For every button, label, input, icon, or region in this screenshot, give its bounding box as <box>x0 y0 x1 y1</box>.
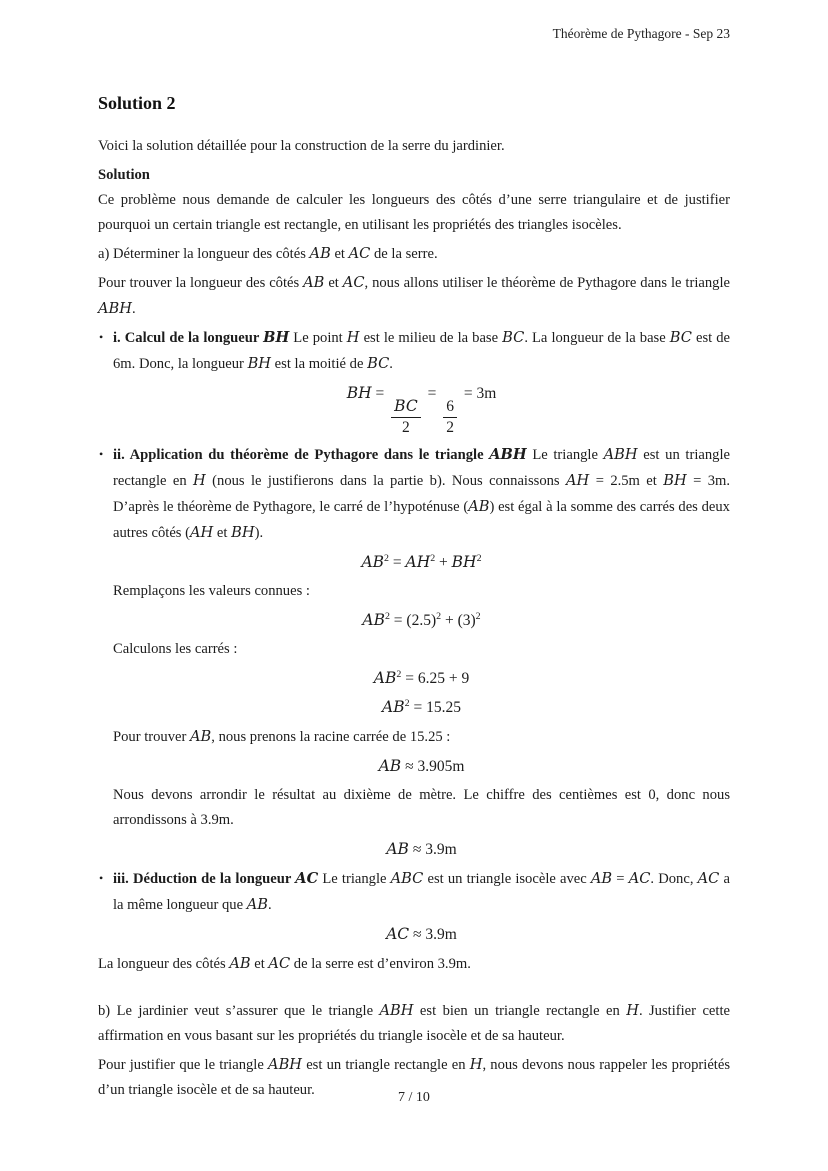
page-number: 7 / 10 <box>398 1090 430 1105</box>
formula-substitution: $AB^2 = (2.5)^2 + (3)^2$ <box>362 611 481 630</box>
probleme-paragraph: Ce problème nous demande de calculer les longueurs des côtés d’une serre triangulaire et de justifier pourquoi un certain triangle est rectangle, en utilisant les propriétés des triangles isocèles. <box>98 192 730 233</box>
document-header <box>98 25 730 42</box>
step-iii-item <box>113 866 730 947</box>
header-title: Théorème de Pythagore - Sep 23 <box>552 26 730 41</box>
arrondir-paragraph: Nous devons arrondir le résultat au dixième de mètre. Le chiffre des centièmes est 0, donc nous arrondissons à 3.9m. <box>113 787 730 829</box>
formula-bh-half: BH = $\frac{BC}{2}$ = $\frac{6}{2}$ = 3m <box>346 384 497 437</box>
formula-pythagore: $AB^2 = AH^2 + BH^2$ <box>361 553 482 572</box>
document-content <box>98 92 730 1103</box>
page-footer <box>0 1090 828 1106</box>
question-b-paragraph: b) Le jardinier veut s’assurer que le triangle ABH est bien un triangle rectangle en H. Justifier cette affirmation en vous basant sur les propriétés du triangle isocèle et de sa hauteur. <box>98 1002 730 1045</box>
remplacons-paragraph: Remplaçons les valeurs connues : <box>113 583 310 600</box>
step-i-text: • i. Calcul de la longueur BH Le point H est le milieu de la base BC. La longueur de la base BC est de 6m. Donc, la longueur BH est la moitié de BC. <box>113 329 731 372</box>
formula-ab-rounded: AB ≈ 3.9m <box>386 840 457 859</box>
intro-paragraph: Voici la solution détaillée pour la construction de la serre du jardinier. <box>98 138 505 154</box>
racine-paragraph: Pour trouver AB, nous prenons la racine carrée de 15.25 : <box>113 728 451 746</box>
formula-ab-squared: $AB^2 = 15.25$ <box>382 698 461 717</box>
formula-squares-sum: $AB^2 = 6.25 + 9$ <box>373 669 470 688</box>
step-iii-text: • iii. Déduction de la longueur AC Le triangle ABC est un triangle isocèle avec AB = AC. Donc, AC a la même longueur que AB. <box>113 870 730 914</box>
question-a-paragraph: a) Déterminer la longueur des côtés AB et AC de la serre. <box>98 245 438 262</box>
step-ii-text: • ii. Application du théorème de Pythagore dans le triangle ABH Le triangle ABH est un triangle rectangle en H (nous le justifierons dans la partie b). Nous connaissons AH = 2.5m et BH = 3m. D’après le théorème de Pythagore, le carré de l’hypoténuse (AB) est égal à la somme des carrés des deux autres côtés (AH et BH). <box>113 446 731 542</box>
step-i-item <box>113 325 730 438</box>
pour-trouver-paragraph: Pour trouver la longueur des côtés AB et AC, nous allons utiliser le théorème de Pythagore dans le triangle ABH. <box>98 274 730 317</box>
calculons-paragraph: Calculons les carrés : <box>113 641 238 658</box>
formula-ac: AC ≈ 3.9m <box>386 925 457 944</box>
step-ii-item <box>113 442 730 862</box>
pour-justifier-paragraph: Pour justifier que le triangle ABH est un triangle rectangle en H, nous devons nous rappeler les propriétés d’un triangle isocèle et de sa hauteur. <box>98 1056 731 1099</box>
conclusion-a-paragraph: La longueur des côtés AB et AC de la serre est d’environ 3.9m. <box>98 955 471 973</box>
solution-label: Solution <box>98 167 150 183</box>
formula-ab-root: AB ≈ 3.905m <box>378 757 465 776</box>
solution-steps-list <box>98 325 730 947</box>
solution-heading: Solution 2 <box>98 93 176 113</box>
